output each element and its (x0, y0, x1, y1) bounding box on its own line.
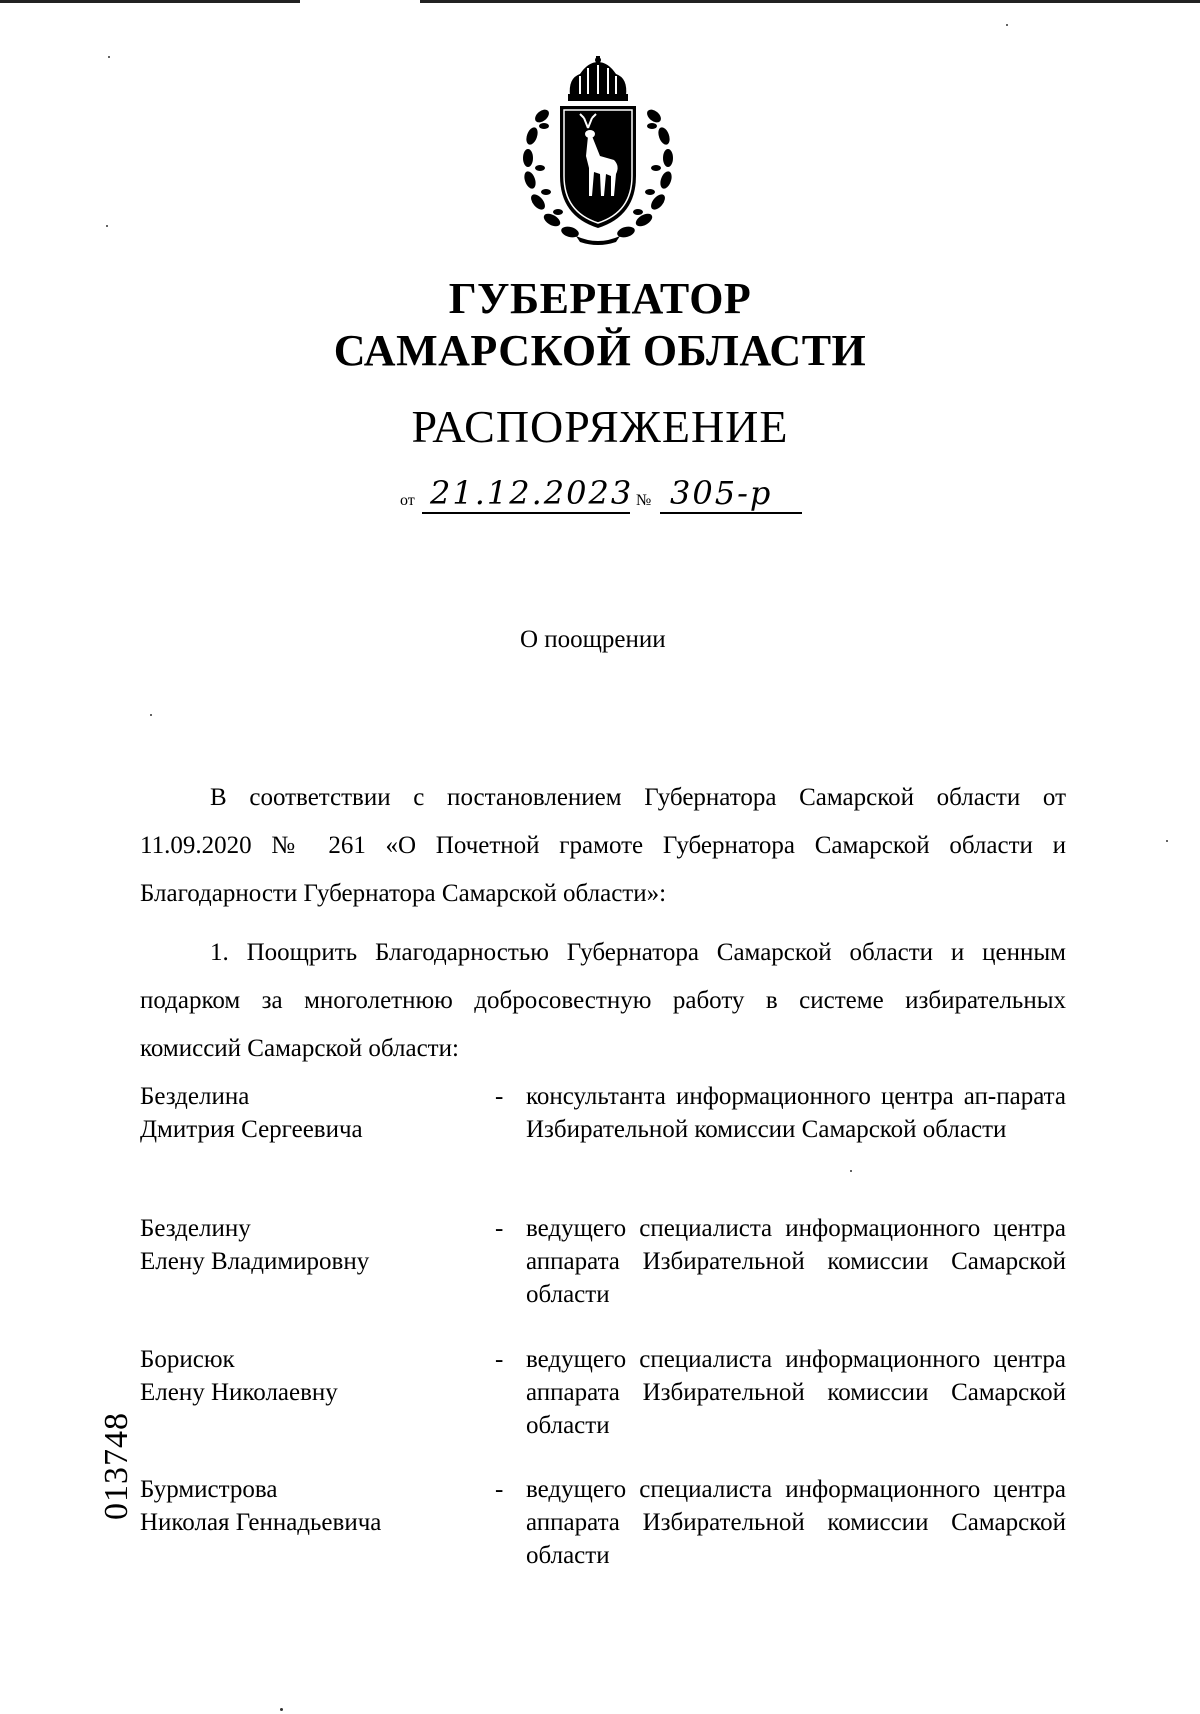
order-paragraph: 1. Поощрить Благодарностью Губернатора Самарской области и ценным подарком за многолетнюю добросовестную работу в системе избирательных комиссий Самарской области: (140, 939, 1066, 1062)
scan-speck (150, 714, 152, 716)
scan-speck (280, 1708, 283, 1711)
handwritten-date: 21.12.2023 (430, 474, 634, 512)
person-name: Борисюк Елену Николаевну (140, 1346, 338, 1406)
person-role: ведущего специалиста информационного центра аппарата Избирательной комиссии Самарской области (526, 1215, 1066, 1308)
person-role: ведущего специалиста информационного центра аппарата Избирательной комиссии Самарской области (526, 1476, 1066, 1569)
form-serial-number: 013748 (98, 1412, 135, 1520)
document-subject: О поощрении (520, 626, 666, 653)
samara-coat-of-arms-icon (518, 56, 678, 246)
scan-speck (1166, 840, 1168, 842)
org-title-line1: ГУБЕРНАТОР (448, 274, 752, 323)
number-label: № (636, 492, 652, 509)
scan-top-edge (0, 0, 1200, 3)
preamble-paragraph: В соответствии с постановлением Губернатора Самарской области от 11.09.2020 № 261 «О Почетной грамоте Губернатора Самарской области и Благодарности Губернатора Самарской области»: (140, 784, 1066, 907)
person-entry (140, 1212, 1066, 1312)
scan-speck (108, 56, 110, 58)
person-entry (140, 1080, 1066, 1180)
list-dash: - (495, 1215, 504, 1242)
person-entry (140, 1343, 1066, 1443)
date-underline (422, 512, 630, 514)
person-role: ведущего специалиста информационного центра аппарата Избирательной комиссии Самарской области (526, 1346, 1066, 1439)
scan-speck (1006, 24, 1008, 26)
person-name: Безделина Дмитрия Сергеевича (140, 1083, 363, 1143)
date-label: от (400, 492, 415, 509)
list-dash: - (495, 1346, 504, 1373)
list-dash: - (495, 1083, 504, 1110)
handwritten-number: 305-р (670, 474, 773, 512)
person-name: Бурмистрова Николая Геннадьевича (140, 1476, 382, 1536)
org-title-line2: САМАРСКОЙ ОБЛАСТИ (333, 326, 867, 375)
document-type: РАСПОРЯЖЕНИЕ (411, 401, 789, 452)
number-underline (660, 512, 802, 514)
list-dash: - (495, 1476, 504, 1503)
person-entry (140, 1473, 1066, 1573)
person-name: Безделину Елену Владимировну (140, 1215, 370, 1275)
person-role: консультанта информационного центра ап-парата Избирательной комиссии Самарской области (526, 1083, 1066, 1143)
scan-speck (106, 225, 108, 227)
